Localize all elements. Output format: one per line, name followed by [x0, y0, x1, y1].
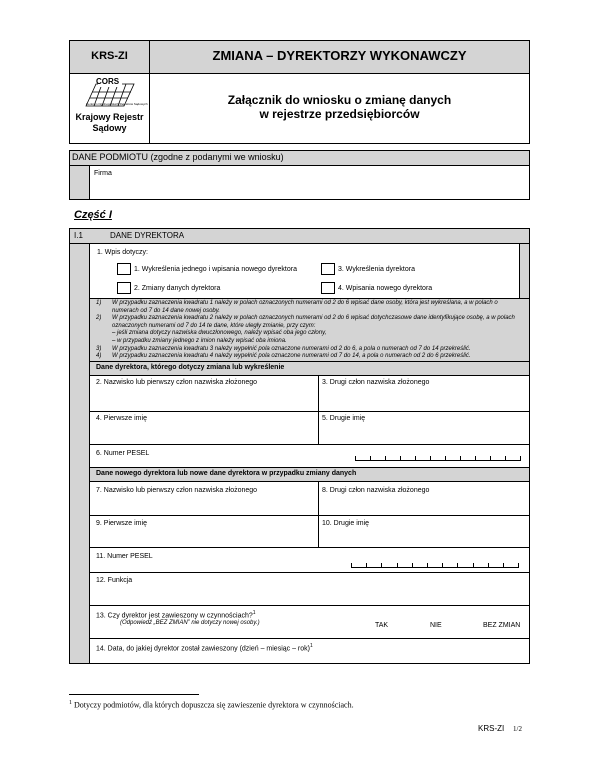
field2-input[interactable]	[90, 390, 318, 410]
part-label: Część I	[74, 209, 112, 221]
field13-note: (Odpowiedź „BEZ ZMIAN” nie dotyczy nowej osoby.)	[120, 620, 260, 626]
option3-label: 3. Wykreślenia dyrektora	[338, 266, 415, 273]
form-code: KRS-ZI	[91, 50, 128, 62]
note-text: W przypadku zaznaczenia kwadratu 3 należy wypełnić pola oznaczone numerami od 2 do 6, a pola o numerach od 7 do 14 przekreślić.	[112, 345, 471, 352]
entity-heading-rest: (zgodne z podanymi we wniosku)	[148, 152, 284, 162]
field11-label: 11. Numer PESEL	[96, 553, 153, 560]
field13-sup: 1	[252, 610, 256, 616]
option4-label: 4. Wpisania nowego dyrektora	[338, 285, 433, 292]
footnote	[69, 700, 354, 710]
field1-label: 1. Wpis dotyczy:	[97, 249, 148, 256]
field7-label: 7. Nazwisko lub pierwszy człon nazwiska złożonego	[96, 487, 258, 494]
option1-label: 1. Wykreślenia jednego i wpisania nowego dyrektora	[134, 266, 297, 273]
note-item	[96, 338, 524, 346]
note-text: W przypadku zaznaczenia kwadratu 2 należy w polach oznaczonych numerami od 2 do 6 wpisać dotychczasowe dane identyfikujące osobę, a w polach oznaczonych numerami od 7 do 14 te dane, które uległy zmianie, przy czym:	[112, 315, 515, 329]
registry-name-line2: Sądowy	[92, 123, 127, 133]
field4-input[interactable]	[90, 425, 318, 443]
entity-heading-bold: DANE PODMIOTU	[72, 152, 149, 162]
note-item	[96, 300, 524, 315]
sub2-heading: Dane nowego dyrektora lub nowe dane dyrektora w przypadku zmiany danych	[96, 470, 357, 477]
field8-input[interactable]	[319, 497, 529, 514]
field13-label	[96, 610, 256, 619]
note-number	[96, 330, 112, 338]
field5-input[interactable]	[319, 425, 529, 443]
field3-label: 3. Drugi człon nazwiska złożonego	[322, 379, 430, 386]
field14-label	[96, 643, 313, 652]
field8-label: 8. Drugi człon nazwiska złożonego	[322, 487, 430, 494]
firma-label: Firma	[94, 170, 112, 177]
note-number	[96, 338, 112, 346]
field10-input[interactable]	[319, 530, 529, 546]
note-item	[96, 353, 524, 361]
note-number: 1)	[96, 300, 102, 306]
answer-nie-label: NIE	[430, 622, 442, 629]
field6-label: 6. Numer PESEL	[96, 450, 150, 457]
field13-text: 13. Czy dyrektor jest zawieszony w czynnościach?	[96, 612, 253, 620]
field14-sup: 1	[309, 643, 313, 649]
field10-label: 10. Drugie imię	[322, 520, 370, 527]
option3-checkbox[interactable]	[321, 263, 335, 275]
notes-list	[96, 300, 524, 361]
field4-label: 4. Pierwsze imię	[96, 415, 147, 422]
field12-input[interactable]	[90, 588, 529, 604]
field9-label: 9. Pierwsze imię	[96, 520, 147, 527]
note-text: W przypadku zaznaczenia kwadratu 1 należy w polach oznaczonych numerami od 2 do 6 wpisać dane osoby, która jest wykreślana, a w polach o numerach od 7 do 14 dane nowej osoby.	[112, 300, 498, 314]
form-title: ZMIANA – DYREKTORZY WYKONAWCZY	[212, 48, 467, 63]
section-title: DANE DYREKTORA	[110, 231, 185, 240]
footnote-divider	[69, 694, 199, 695]
note-item	[96, 315, 524, 330]
section-number: I.1	[74, 231, 83, 240]
option1-checkbox[interactable]	[117, 263, 131, 275]
option4-checkbox[interactable]	[321, 282, 335, 294]
registry-name-line1: Krajowy Rejestr	[75, 112, 144, 122]
field11-pesel-input[interactable]	[351, 563, 519, 568]
firma-field[interactable]	[90, 180, 529, 199]
field9-input[interactable]	[90, 530, 318, 546]
answer-tak-label: TAK	[375, 622, 389, 629]
footnote-text: Dotyczy podmiotów, dla których dopuszcza się zawieszenie dyrektora w czynnościach.	[72, 700, 354, 710]
field6-pesel-input[interactable]	[355, 456, 521, 461]
subtitle-line2: w rejestrze przedsiębiorców	[259, 107, 420, 121]
cors-logo-small: Centrum Ogólnopolskich Rejestrów Sądowych	[86, 102, 148, 106]
field14-text: 14. Data, do jakiej dyrektor został zawieszony (dzień – miesiąc – rok)	[96, 645, 310, 653]
footer-page: 1/2	[513, 725, 522, 733]
note-number: 3)	[96, 345, 102, 352]
entity-heading	[72, 152, 284, 162]
field12-label: 12. Funkcja	[96, 577, 133, 584]
note-item	[96, 346, 524, 354]
cors-logo-text: CORS	[96, 77, 120, 86]
note-text: W przypadku zaznaczenia kwadratu 4 należy wypełnić pola oznaczone numerami od 7 do 14, a pola o numerach od 2 do 6 przekreślić.	[112, 353, 471, 360]
note-text: – jeśli zmiana dotyczy nazwiska dwuczłonowego, należy wpisać oba jego człony,	[112, 330, 327, 337]
note-text: – w przypadku zmiany jednego z imion należy wpisać oba imiona.	[112, 337, 287, 344]
note-number: 4)	[96, 353, 102, 360]
sub1-heading: Dane dyrektora, którego dotyczy zmiana lub wykreślenie	[96, 364, 285, 371]
subtitle-line1: Załącznik do wniosku o zmianę danych	[227, 93, 452, 107]
field5-label: 5. Drugie imię	[322, 415, 366, 422]
option2-checkbox[interactable]	[117, 282, 131, 294]
field3-input[interactable]	[319, 390, 529, 410]
footnote-sup: 1	[69, 700, 72, 706]
option2-label: 2. Zmiany danych dyrektora	[134, 285, 221, 292]
field14-input[interactable]	[360, 640, 528, 662]
field7-input[interactable]	[90, 497, 318, 514]
note-number: 2)	[96, 315, 102, 322]
note-item	[96, 330, 524, 338]
answer-bez-zmian-label: BEZ ZMIAN	[483, 622, 521, 629]
footer-code: KRS-ZI	[478, 724, 505, 733]
field2-label: 2. Nazwisko lub pierwszy człon nazwiska złożonego	[96, 379, 258, 386]
